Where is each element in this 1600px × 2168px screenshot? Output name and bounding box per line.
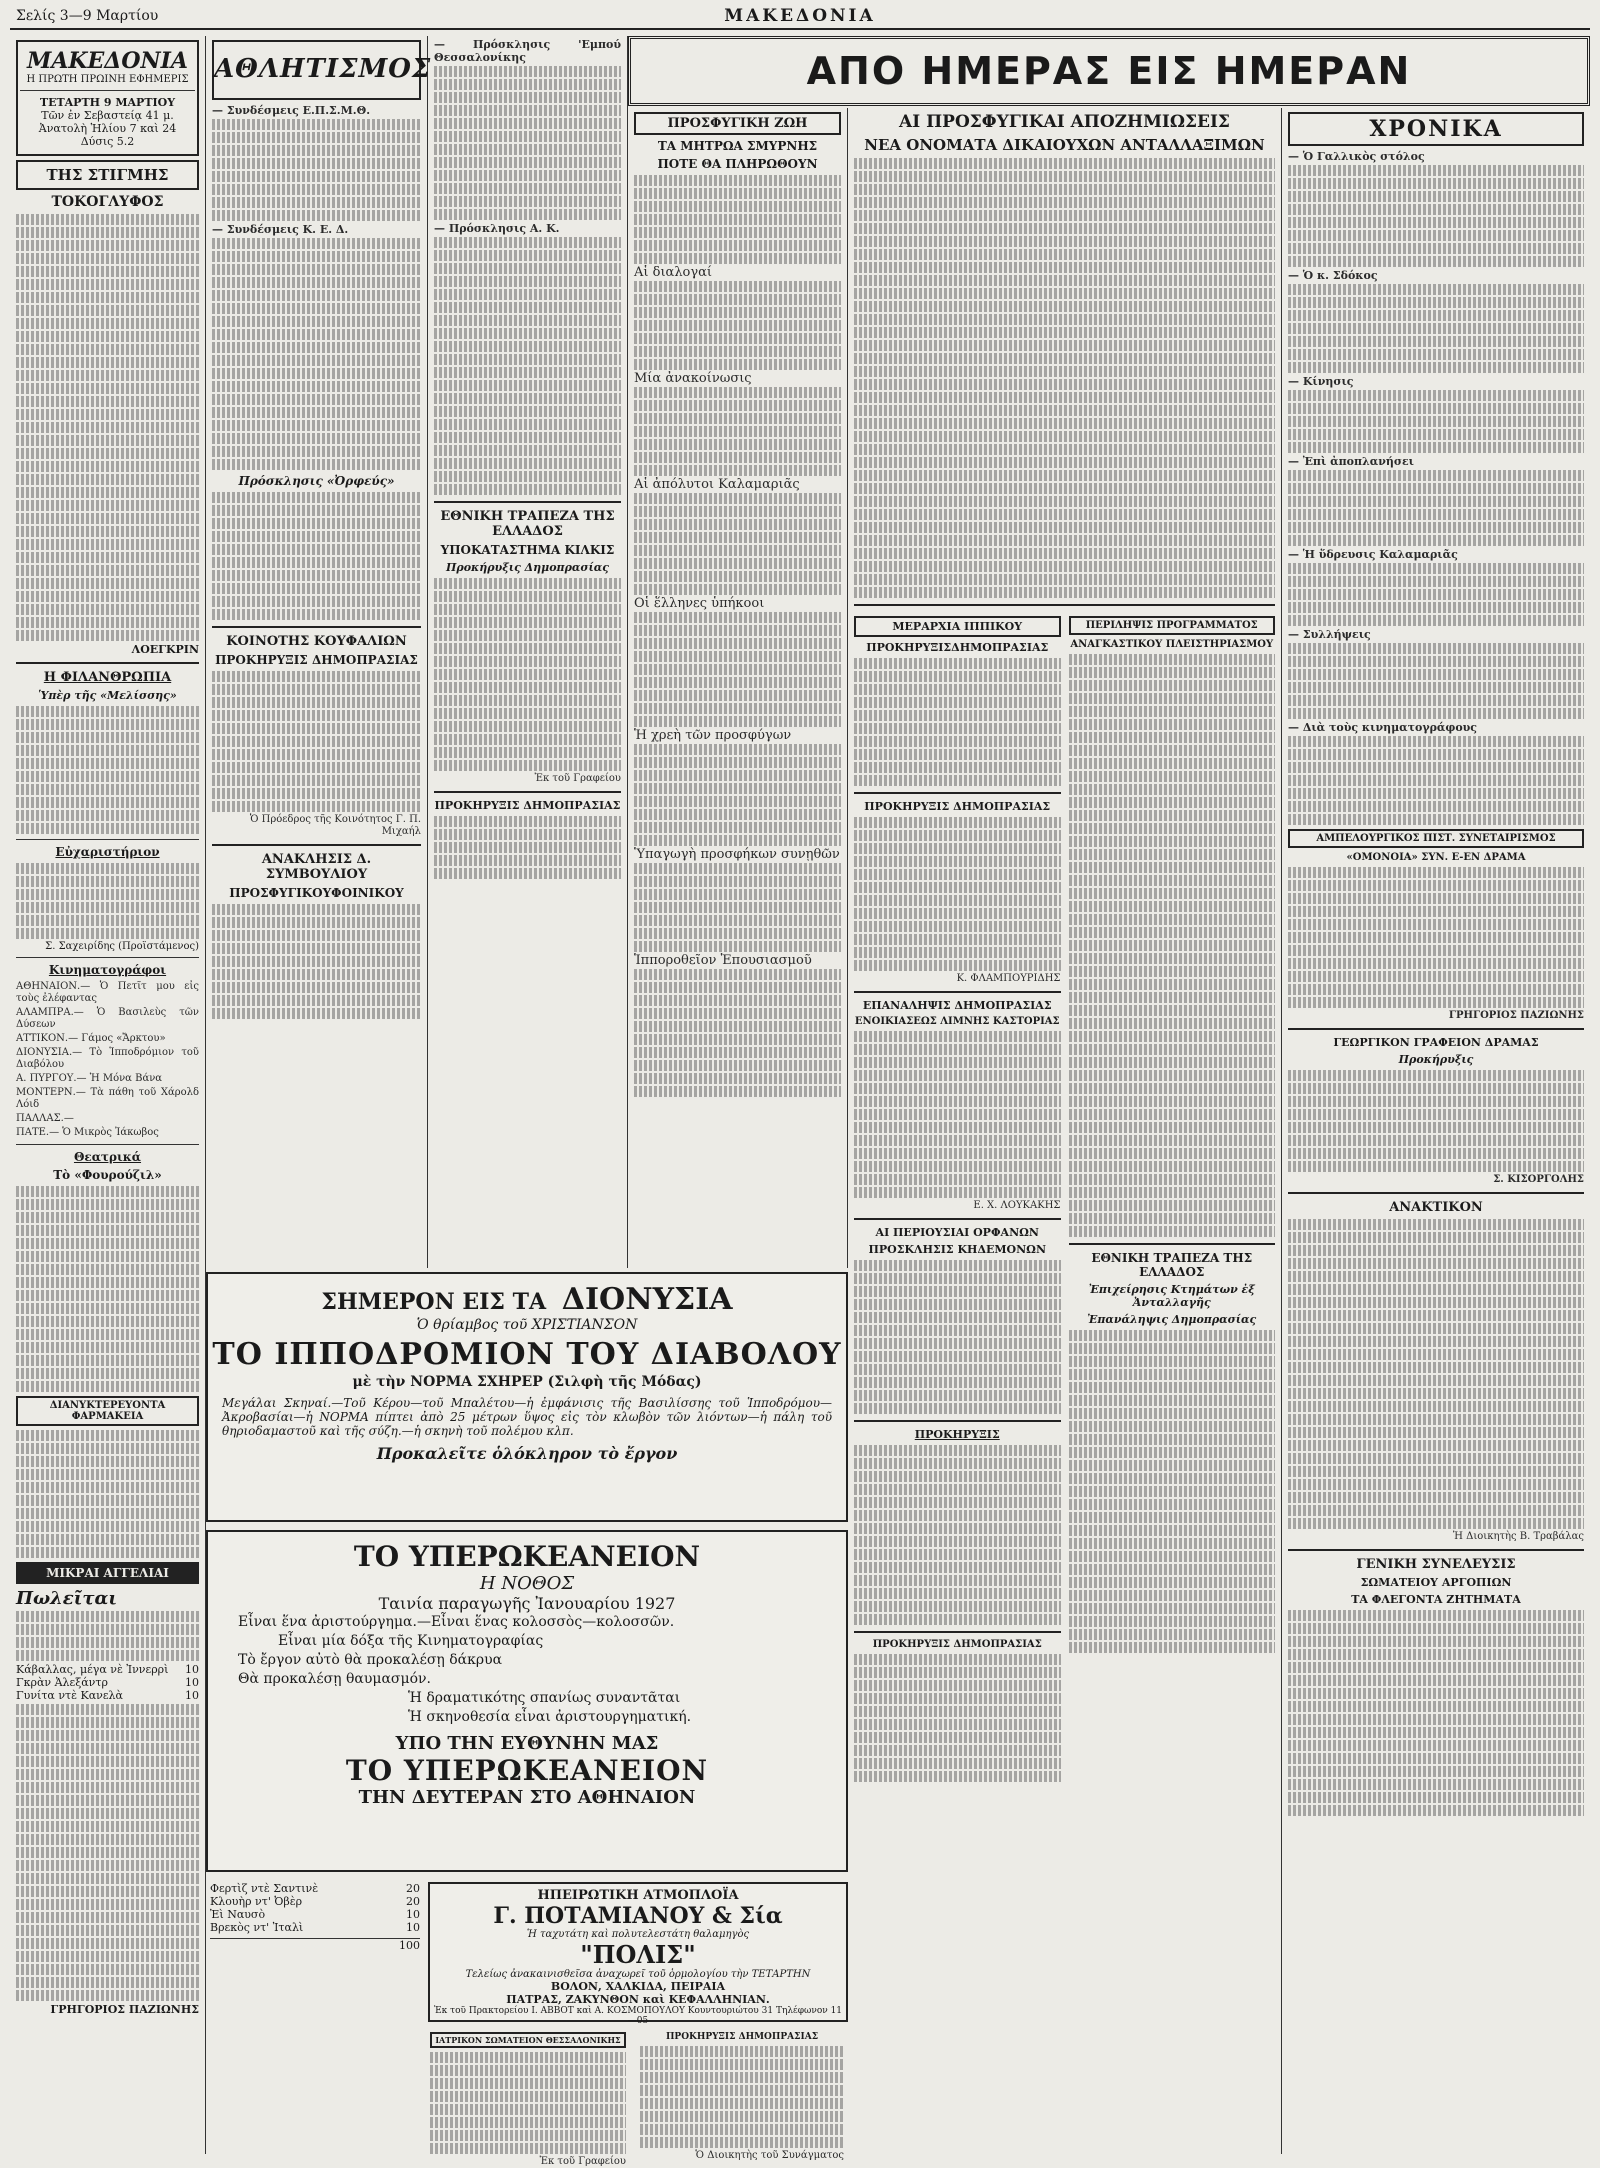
notice-program-title: ΠΕΡΙΛΗΨΙΣ ΠΡΟΓΡΑΜΜΑΤΟΣ [1069, 616, 1276, 635]
notice-prokiryxis-2-title: ΠΡΟΚΗΡΥΞΙΣ ΔΗΜΟΠΡΑΣΙΑΣ [872, 1639, 1042, 1650]
ad-ipeirotiki-line7: ΠΑΤΡΑΣ, ΖΑΚΥΝΘΟΝ καὶ ΚΕΦΑΛΛΗΝΙΑΝ. [506, 1993, 770, 2006]
footer-signature: ΓΡΗΓΟΡΙΟΣ ΠΑΖΙΩΝΗΣ [50, 2003, 199, 2016]
notice-dimoprasias-signature: Κ. ΦΛΑΜΠΟΥΡΙΔΗΣ [956, 973, 1061, 984]
masthead-date: ΤΕΤΑΡΤΗ 9 ΜΑΡΤΙΟΥ [39, 96, 176, 109]
banner-apo-imeras [628, 36, 1590, 106]
ad-yper-line7: Θὰ προκαλέσῃ θαυμασμόν. [238, 1671, 431, 1687]
bottom-notice-2-title: ΠΡΟΚΗΡΥΞΙΣ ΔΗΜΟΠΡΑΣΙΑΣ [665, 2032, 819, 2042]
masthead-subtitle: Η ΠΡΩΤΗ ΠΡΩΙΝΗ ΕΦΗΜΕΡΙΣ [26, 74, 189, 85]
masthead-line3: Δύσις 5.2 [80, 135, 135, 148]
ad-yper-line5: Εἶναι μία δόξα τῆς Κινηματογραφίας [278, 1633, 544, 1649]
subhead: Αἱ ἀπόλυτοι Καλαμαριᾶς [634, 477, 800, 492]
notice-koinotis-body [212, 671, 421, 812]
subhead: Ἱπποροθεῖον Ἐπουσιασμοῦ [634, 953, 812, 968]
price-total: 100 [210, 1938, 420, 1952]
price-row: Κλουὴρ ντ' Ὀβὲρ 20 [210, 1895, 420, 1908]
ad-ipeirotiki-line5: Τελείως ἀνακαινισθεῖσα ἀναχωρεῖ τοῦ ὁρμολογίου τὴν ΤΕΤΑΡΤΗΝ [465, 1969, 811, 1980]
ad-yper-line9: Ἡ σκηνοθεσία εἶναι ἀριστουργηματική. [408, 1709, 692, 1725]
notice-koinotis-title: ΚΟΙΝΟΤΗΣ ΚΟΥΦΑΛΙΩΝ [226, 634, 407, 649]
subhead: Οἱ ἕλληνες ὑπήκοοι [634, 596, 765, 611]
article-title-tokoglyfos: ΤΟΚΟΓΛΥΦΟΣ [51, 194, 164, 210]
cinema-item: ΠΑΛΛΑΣ.— [16, 1113, 74, 1124]
notice-prokiryxis-title: ΠΡΟΚΗΡΥΞΙΣ [914, 1428, 1000, 1441]
ad-ipeirotiki [428, 1882, 848, 2026]
notice-ampelourgikos-sub: «ΟΜΟΝΟΙΑ» ΣΥΝ. Ε-ΕΝ ΔΡΑΜΑ [1346, 852, 1526, 863]
ad-yper-title: ΤΟ ΥΠΕΡΩΚΕΑΝΕΙΟΝ [353, 1540, 701, 1573]
cinema-item: Α. ΠΥΡΓΟΥ.— Ἡ Μόνα Βάνα [16, 1073, 163, 1084]
sports-body-3 [212, 492, 421, 620]
notice-bank-title: ΕΘΝΙΚΗ ΤΡΑΠΕΖΑ ΤΗΣ ΕΛΛΑΔΟΣ [440, 509, 615, 539]
article-body-fourouzil [16, 1186, 199, 1392]
cinema-item: ΜΟΝΤΕΡΝ.— Τὰ πάθη τοῦ Χάρολδ Λόιδ [16, 1087, 199, 1110]
bottom-notice-2-signature: Ὁ Διοικητὴς τοῦ Συνάγματος [695, 2150, 844, 2161]
column-6 [1282, 108, 1590, 2154]
cinema-item: ΠΑΤΕ.— Ὁ Μικρὸς Ἰάκωβος [16, 1127, 159, 1138]
notice-dimoprasias-title: ΠΡΟΚΗΡΥΞΙΣ ΔΗΜΟΠΡΑΣΙΑΣ [864, 800, 1051, 813]
cinema-item: ΑΛΑΜΠΡΑ.— Ὁ Βασιλεὺς τῶν Δύσεων [16, 1007, 199, 1030]
notice-epanalipsis-signature: Ε. Χ. ΛΟΥΚΑΚΗΣ [973, 1200, 1061, 1211]
notice-merarchia-sub: ΠΡΟΚΗΡΥΞΙΣΔΗΜΟΠΡΑΣΙΑΣ [866, 641, 1049, 654]
notice-program-sub: ΑΝΑΓΚΑΣΤΙΚΟΥ ΠΛΕΙΣΤΗΡΙΑΣΜΟΥ [1070, 639, 1274, 650]
pharmacies-body [16, 1430, 199, 1558]
ad-ipeirotiki-line1: ΗΠΕΙΡΩΤΙΚΗ ΑΤΜΟΠΛΟΪΑ [537, 1888, 739, 1903]
chronika-item: — Ἐπὶ ἀποπλανήσει [1288, 455, 1414, 468]
notice-bank2-title: ΕΘΝΙΚΗ ΤΡΑΠΕΖΑ ΤΗΣ ΕΛΛΑΔΟΣ [1091, 1251, 1253, 1279]
notice-orphans-title: ΑΙ ΠΕΡΙΟΥΣΙΑΙ ΟΡΦΑΝΩΝ [875, 1226, 1039, 1239]
notice-epanalipsis-sub: ΕΝΟΙΚΙΑΣΕΩΣ ΛΙΜΝΗΣ ΚΑΣΤΟΡΙΑΣ [854, 1016, 1060, 1027]
col5-left [854, 612, 1061, 1784]
ad-ipeirotiki-line2: Γ. ΠΟΤΑΜΙΑΝΟΥ & Σία [493, 1903, 783, 1929]
price-row: Κάβαλλας, μέγα νὲ Ἰννερρὶ 10 [16, 1663, 199, 1676]
ad-ipeirotiki-line8: Ἐκ τοῦ Πρακτορείου Ι. ΑΒΒΟΤ καὶ Α. ΚΟΣΜΟΠΟΥΛΟΥ Κουντουριώτου 31 Τηλέφωνον 11—05 [433, 2006, 843, 2026]
section-tis-stigmis: ΤΗΣ ΣΤΙΓΜΗΣ [16, 160, 199, 190]
refugee-compensation-subtitle: ΝΕΑ ΟΝΟΜΑΤΑ ΔΙΚΑΙΟΥΧΩΝ ΑΝΤΑΛΛΑΞΙΜΩΝ [864, 136, 1265, 154]
ad-ipeirotiki-line4: "ΠΟΛΙΣ" [580, 1940, 696, 1969]
chronika-item: — Ἡ ὕδρευσις Καλαμαριᾶς [1288, 548, 1458, 561]
ad-dionysia [206, 1272, 848, 1522]
article-title-fourouzil: Τὸ «Φουρούζιλ» [53, 1168, 162, 1182]
sports-item: Πρόσκλησις «Ὀρφεύς» [238, 474, 395, 488]
article-body-filanthropia [16, 706, 199, 834]
cinema-item: ΑΘΗΝΑΙΟΝ.— Ὁ Πετῖτ μου εἰς τοὺς ἐλέφαντας [16, 981, 199, 1004]
bottom-notice-1-title: ΙΑΤΡΙΚΟΝ ΣΩΜΑΤΕΙΟΝ ΘΕΣΣΑΛΟΝΙΚΗΣ [430, 2032, 626, 2048]
notice-bank-sub2: Προκήρυξις Δημοπρασίας [446, 561, 609, 574]
masthead-line1: Τῶν ἐν Σεβαστείᾳ 41 μ. [41, 109, 174, 122]
subhead: Ἡ χρεὴ τῶν προσφύγων [634, 728, 792, 743]
notice-bank-body [434, 578, 621, 771]
column-5 [848, 108, 1282, 2154]
notice-ampelourgikos-signature: ΓΡΗΓΟΡΙΟΣ ΠΑΖΙΩΝΗΣ [1448, 1010, 1584, 1021]
notice-bank-signature: Ἐκ τοῦ Γραφείου [534, 773, 621, 784]
notice-orphans-sub: ΠΡΟΣΚΛΗΣΙΣ ΚΗΔΕΜΟΝΩΝ [868, 1243, 1047, 1256]
price-row: Γκρὰν Ἀλεξάντρ 10 [16, 1676, 199, 1689]
ad-ipeirotiki-line6: ΒΟΛΟΝ, ΧΑΛΚΙΔΑ, ΠΕΙΡΑΙΑ [550, 1980, 726, 1993]
section-theatrika: Θεατρικά [73, 1150, 142, 1164]
section-filanthropia-sub: Ὑπὲρ τῆς «Μελίσσης» [38, 689, 177, 702]
banner-title: ΑΠΟ ΗΜΕΡΑΣ ΕΙΣ ΗΜΕΡΑΝ [806, 49, 1412, 93]
col4-body-6 [634, 744, 841, 846]
bottom-notice-2 [640, 2028, 844, 2161]
ad-yper-line8: Ἡ δραματικότης σπανίως συναντᾶται [408, 1690, 681, 1706]
col5-right [1069, 612, 1276, 1784]
sports-body [212, 119, 421, 221]
section-cinemas: Κινηματογράφοι [48, 963, 167, 977]
masthead [16, 40, 199, 156]
column-3 [428, 36, 628, 1268]
classifieds-body [16, 1611, 199, 1661]
notice-georgikon-title: ΓΕΩΡΓΙΚΟΝ ΓΡΑΦΕΙΟΝ ΔΡΑΜΑΣ [1333, 1036, 1539, 1049]
headline-mitroa: ΤΑ ΜΗΤΡΩΑ ΣΜΥΡΝΗΣ [657, 139, 818, 153]
section-pharmacies: ΔΙΑΝΥΚΤΕΡΕΥΟΝΤΑ ΦΑΡΜΑΚΕΙΑ [16, 1396, 199, 1426]
ad-yper-line10: ΥΠΟ ΤΗΝ ΕΥΘΥΝΗΝ ΜΑΣ [395, 1733, 659, 1754]
price-row: Ἐὶ Ναυσὸ 10 [210, 1908, 420, 1921]
ad-yper-line4: Εἶναι ἕνα ἀριστούργημα.—Εἶναι ἕνας κολοσσὸς—κολοσσῶν. [238, 1614, 675, 1630]
subhead: Μία ἀνακοίνωσις [634, 371, 752, 386]
ad-dionysia-tagline: Προκαλεῖτε ὁλόκληρον τὸ ἔργον [376, 1444, 678, 1463]
chronika-item: — Διὰ τοὺς κινηματογράφους [1288, 721, 1477, 734]
notice-bank2-sub2: Ἐπανάληψις Δημοπρασίας [1087, 1313, 1257, 1326]
ad-yper-line3: Ταινία παραγωγῆς Ἰανουαρίου 1927 [378, 1594, 676, 1613]
notice-koinotis-signature: Ὁ Πρόεδρος τῆς Κοινότητος Γ. Π. Μιχαήλ [249, 814, 421, 837]
section-eucharistirion: Εὐχαριστήριον [55, 845, 160, 859]
notice-synelefsis-title: ΓΕΝΙΚΗ ΣΥΝΕΛΕΥΣΙΣ [1356, 1557, 1516, 1572]
cinema-item: ΔΙΟΝΥΣΙΑ.— Τὸ Ἱπποδρόμιον τοῦ Διαβόλου [16, 1047, 199, 1070]
page-header [10, 6, 1590, 30]
notice-georgikon-sub: Προκήρυξις [1398, 1053, 1474, 1066]
article-body-eucharistirion [16, 863, 199, 939]
column-2 [206, 36, 432, 1268]
ad-dionysia-star: μὲ τὴν ΝΟΡΜΑ ΣΧΗΡΕΡ (Σιλφὴ τῆς Μόδας) [352, 1374, 702, 1390]
column-1 [10, 36, 206, 2154]
cinema-item: ΑΤΤΙΚΟΝ.— Γάμος «Ἄρκτου» [16, 1033, 166, 1044]
col4-body-4 [634, 493, 841, 595]
col3-item: — Πρόσκλησις 'Εμπού Θεσσαλονίκης [434, 38, 621, 64]
article-body-tokoglyfos [16, 214, 199, 641]
sports-header: ΑΘΛΗΤΙΣΜΟΣ [212, 40, 421, 100]
ad-dionysia-line1: ΣΗΜΕΡΟΝ ΕΙΣ ΤΑ ΔΙΟΝΥΣΙΑ [321, 1282, 733, 1317]
subhead: Ὑπαγωγὴ προσφήκων συνῃθῶν [634, 847, 840, 862]
ad-yper-line12: ΤΗΝ ΔΕΥΤΕΡΑΝ ΣΤΟ ΑΘΗΝΑΙΟΝ [358, 1787, 696, 1808]
col4-body-8 [634, 969, 841, 1097]
page-reference: Σελίς 3—9 Μαρτίου [16, 8, 159, 24]
headline-pote: ΠΟΤΕ ΘΑ ΠΛΗΡΩΘΟΥΝ [657, 157, 818, 171]
col3-body-2 [434, 237, 621, 495]
classified-lead: Πωλεῖται [16, 1588, 118, 1609]
notice-synelefsis-sub2: ΤΑ ΦΛΕΓΟΝΤΑ ΖΗΤΗΜΑΤΑ [1351, 1593, 1521, 1606]
ad-dionysia-title: ΤΟ ΙΠΠΟΔΡΟΜΙΟΝ ΤΟΥ ΔΙΑΒΟΛΟΥ [212, 1337, 842, 1372]
col4-body-7 [634, 863, 841, 952]
section-filanthropia: Η ΦΙΛΑΝΘΡΩΠΙΑ [43, 670, 172, 685]
sports-item: — Συνδέσμεις Ε.Π.Σ.Μ.Θ. [212, 104, 371, 117]
notice-bank2-sub: Ἐπιχείρησις Κτημάτων ἐξ Ἀνταλλαγῆς [1088, 1283, 1255, 1309]
notice-col3-body [434, 816, 621, 879]
column-4 [628, 108, 848, 1268]
ad-yper-line11: ΤΟ ΥΠΕΡΩΚΕΑΝΕΙΟΝ [345, 1754, 709, 1787]
newspaper-name: ΜΑΚΕΔΟΝΙΑ [724, 6, 876, 26]
ad-yperokeaneion [206, 1530, 848, 1872]
refugee-names-body [854, 158, 1275, 598]
chronika-item: — Ὁ κ. Σδόκος [1288, 269, 1378, 282]
sports-body-2 [212, 238, 421, 470]
notice-georgikon-signature: Σ. ΚΙΣΟΡΓΟΛΗΣ [1493, 1174, 1584, 1185]
price-row: Βρεκὸς ντ' Ἰταλὶ 10 [210, 1921, 420, 1934]
refugee-compensation-title: ΑΙ ΠΡΟΣΦΥΓΙΚΑΙ ΑΠΟΖΗΜΙΩΣΕΙΣ [899, 112, 1230, 132]
price-row: Φερτὶζ ντὲ Σαντινὲ 20 [210, 1882, 420, 1895]
notice-koinotis-sub: ΠΡΟΚΗΡΥΞΙΣ ΔΗΜΟΠΡΑΣΙΑΣ [215, 653, 418, 667]
notice-bank-sub: ΥΠΟΚΑΤΑΣΤΗΜΑ ΚΙΛΚΙΣ [440, 543, 615, 557]
col3-body-1 [434, 66, 621, 220]
price-row: Γυνίτα ντὲ Κανελὰ 10 [16, 1689, 199, 1702]
chronika-item: — Κίνησις [1288, 375, 1354, 388]
ad-dionysia-desc: Μεγάλαι Σκηναί.—Τοῦ Κέρου—τοῦ Μπαλέτου—ἡ ἐμφάνισις τῆς Βασιλίσσης τοῦ Ἱπποδρόμου—Ἀκροβασίαι—ἡ ΝΟΡΜΑ πίπτει ἀπὸ 25 μέτρων ὕψος εἰς τὸν κλωβὸν τῶν λιόντων—ἡ πάλη τοῦ θηριοδαμαστοῦ καὶ τῆς σύζη.—ἡ σκηνὴ τοῦ πολέμου κλπ. [222, 1396, 832, 1438]
masthead-line2: Ἀνατολὴ Ἡλίου 7 καὶ 24 [38, 122, 177, 135]
notice-anaklisis-sub: ΠΡΟΣΦΥΓΙΚΟΥΦΟΙΝΙΚΟΥ [229, 886, 404, 900]
article-signature: ΛΟΕΓΚΡΙΝ [131, 643, 199, 656]
subhead: Αἱ διαλογαί [634, 265, 713, 280]
notice-ampelourgikos-title: ΑΜΠΕΛΟΥΡΓΙΚΟΣ ΠΙΣΤ. ΣΥΝΕΤΑΙΡΙΣΜΟΣ [1288, 829, 1584, 848]
bottom-prices [210, 1882, 420, 1952]
notice-merarchia-title: ΜΕΡΑΡΧΙΑ ΙΠΠΙΚΟΥ [854, 616, 1061, 637]
masthead-title: ΜΑΚΕΔΟΝΙΑ [26, 48, 188, 74]
notice-anaktikon-title: ΑΝΑΚΤΙΚΟΝ [1389, 1200, 1483, 1215]
ad-dionysia-line2: Ὁ θρίαμβος τοῦ ΧΡΙΣΤΙΑΝΣΟΝ [416, 1317, 638, 1333]
eucharistirion-signature: Σ. Σαχειρίδης (Προϊστάμενος) [45, 941, 199, 952]
section-classifieds: ΜΙΚΡΑΙ ΑΓΓΕΛΙΑΙ [16, 1562, 199, 1584]
notice-col3-title: ΠΡΟΚΗΡΥΞΙΣ ΔΗΜΟΠΡΑΣΙΑΣ [434, 799, 621, 812]
col4-body-3 [634, 387, 841, 476]
chronika-item: — Ὁ Γαλλικὸς στόλος [1288, 150, 1425, 163]
col3-item: — Πρόσκλησις Α. Κ. [434, 222, 560, 235]
col4-body-5 [634, 612, 841, 727]
ad-yper-line6: Τὸ ἔργον αὐτὸ θὰ προκαλέσῃ δάκρυα [238, 1652, 503, 1668]
notice-epanalipsis-title: ΕΠΑΝΑΛΗΨΙΣ ΔΗΜΟΠΡΑΣΙΑΣ [862, 999, 1052, 1012]
col4-body-2 [634, 281, 841, 370]
col4-body-1 [634, 175, 841, 264]
ad-yper-sub: Η ΝΟΘΟΣ [479, 1573, 575, 1594]
notice-synelefsis-sub: ΣΩΜΑΤΕΙΟΥ ΑΡΓΟΠΙΩΝ [1360, 1576, 1512, 1589]
bottom-notice-1-signature: Ἐκ τοῦ Γραφείου [539, 2156, 626, 2167]
section-prosfygiki-zoi: ΠΡΟΣΦΥΓΙΚΗ ΖΩΗ [634, 112, 841, 135]
bottom-notice-1 [430, 2028, 626, 2167]
notice-anaktikon-signature: Ἡ Διοικητὴς Β. Τραβάλας [1453, 1531, 1584, 1542]
classifieds-body-2 [16, 1704, 199, 2001]
ad-ipeirotiki-line3: Ἡ ταχυτάτη καὶ πολυτελεστάτη θαλαμηγὸς [526, 1929, 750, 1940]
chronika-item: — Συλλήψεις [1288, 628, 1371, 641]
section-chronika: ΧΡΟΝΙΚΑ [1288, 112, 1584, 146]
notice-anaklisis-title: ΑΝΑΚΛΗΣΙΣ Δ. ΣΥΜΒΟΥΛΙΟΥ [261, 852, 372, 882]
sports-item: — Συνδέσμεις Κ. Ε. Δ. [212, 223, 349, 236]
notice-anaklisis-body [212, 904, 421, 1019]
